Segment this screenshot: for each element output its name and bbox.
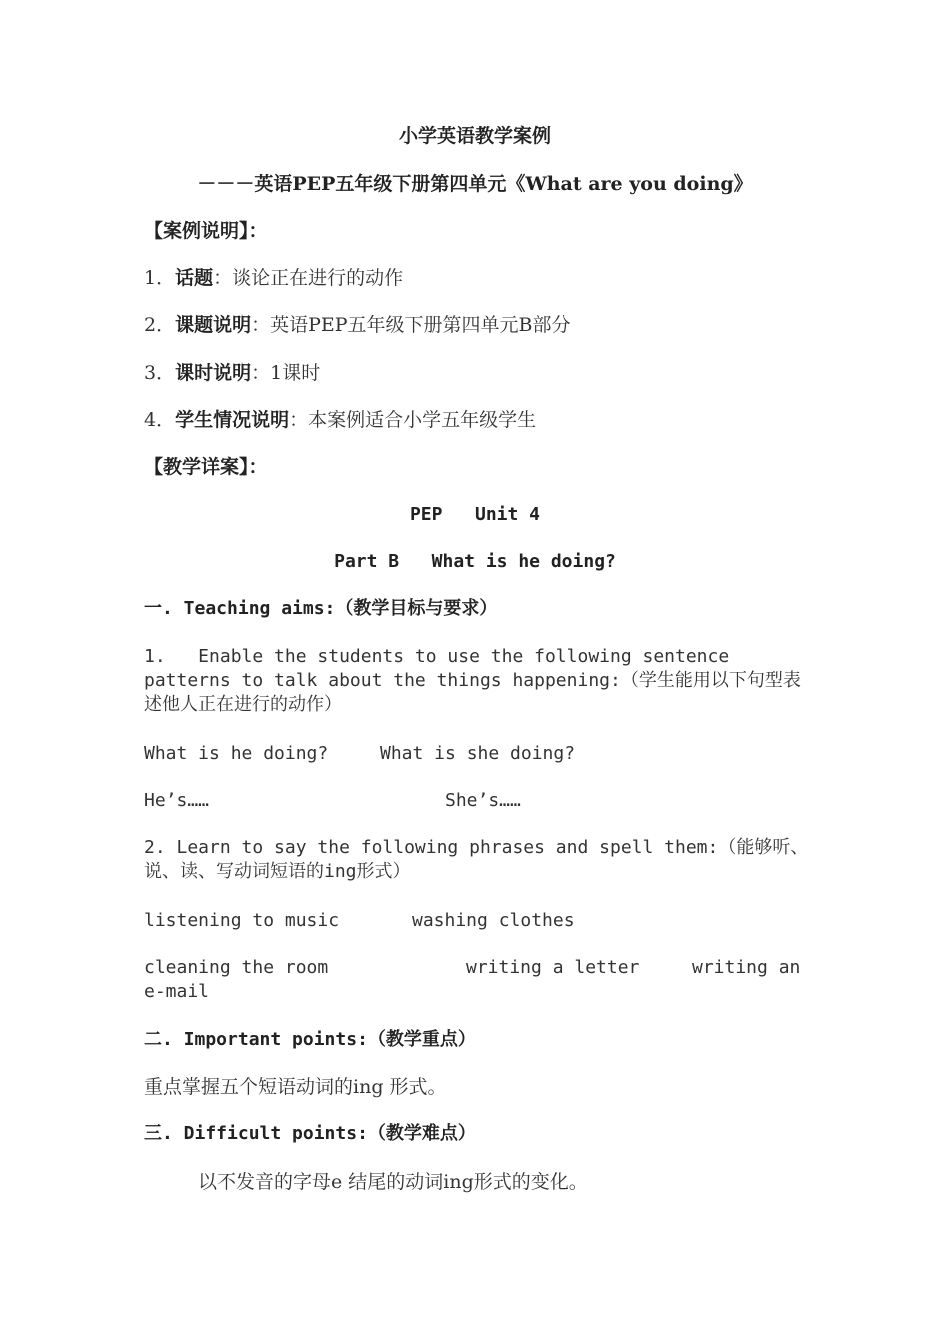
difficult-heading: 三. Difficult points:（教学难点） [144, 1123, 476, 1144]
important-heading: 二. Important points:（教学重点） [144, 1029, 476, 1050]
phrase-line-1 [144, 909, 814, 933]
case-item-2 [144, 313, 814, 337]
case-item-label: 话题 [175, 267, 214, 289]
doc-title: 小学英语教学案例 [398, 125, 551, 147]
case-item-num: 1． [144, 267, 176, 289]
aim-1-text: 1. Enable the students to use the following sentence patterns to talk about the things happening:（学生能用以下句型表述他人正在进行的动作） [144, 646, 801, 715]
phrase-listening: listening to music [144, 910, 340, 931]
phrase-line-2 [144, 956, 814, 1004]
answer-she: She’s…… [445, 790, 521, 811]
case-item-text: ：本案例适合小学五年级学生 [289, 409, 537, 431]
case-item-label: 课时说明 [175, 362, 252, 384]
question-she: What is she doing? [380, 743, 576, 764]
detail-heading: 【教学详案】： [144, 456, 268, 478]
case-item-text: ：1课时 [251, 362, 321, 384]
question-line [144, 742, 814, 766]
unit-line: PEP Unit 4 [409, 504, 541, 525]
part-line: Part B What is he doing? [334, 551, 616, 572]
aim-2-text: 2. Learn to say the following phrases and spell them:（能够听、说、读、写动词短语的ing形式） [144, 837, 809, 882]
case-item-1 [144, 266, 814, 290]
case-item-3 [144, 361, 814, 385]
case-item-label: 学生情况说明 [175, 409, 290, 431]
phrase-cleaning: cleaning the room [144, 957, 329, 978]
doc-subtitle: －－－英语PEP五年级下册第四单元《What are you doing》 [197, 173, 753, 195]
phrase-washing: washing clothes [412, 910, 575, 931]
case-item-text: ：英语PEP五年级下册第四单元B部分 [251, 314, 571, 336]
answer-line [144, 789, 814, 813]
phrase-writing-email: writing an e-mail [144, 957, 801, 1002]
case-item-num: 3． [144, 362, 176, 384]
case-item-text: ：谈论正在进行的动作 [213, 267, 404, 289]
aims-heading: 一. Teaching aims:（教学目标与要求） [144, 598, 498, 619]
case-item-4 [144, 408, 814, 432]
answer-he: He’s…… [144, 790, 210, 811]
case-heading: 【案例说明】： [144, 220, 268, 242]
case-item-num: 2． [144, 314, 176, 336]
case-item-label: 课题说明 [175, 314, 252, 336]
difficult-text: 以不发音的字母e 结尾的动词ing形式的变化。 [198, 1171, 588, 1193]
phrase-writing-letter: writing a letter [466, 957, 640, 978]
question-he: What is he doing? [144, 743, 329, 764]
important-text: 重点掌握五个短语动词的ing 形式。 [144, 1076, 447, 1098]
case-item-num: 4． [144, 409, 176, 431]
